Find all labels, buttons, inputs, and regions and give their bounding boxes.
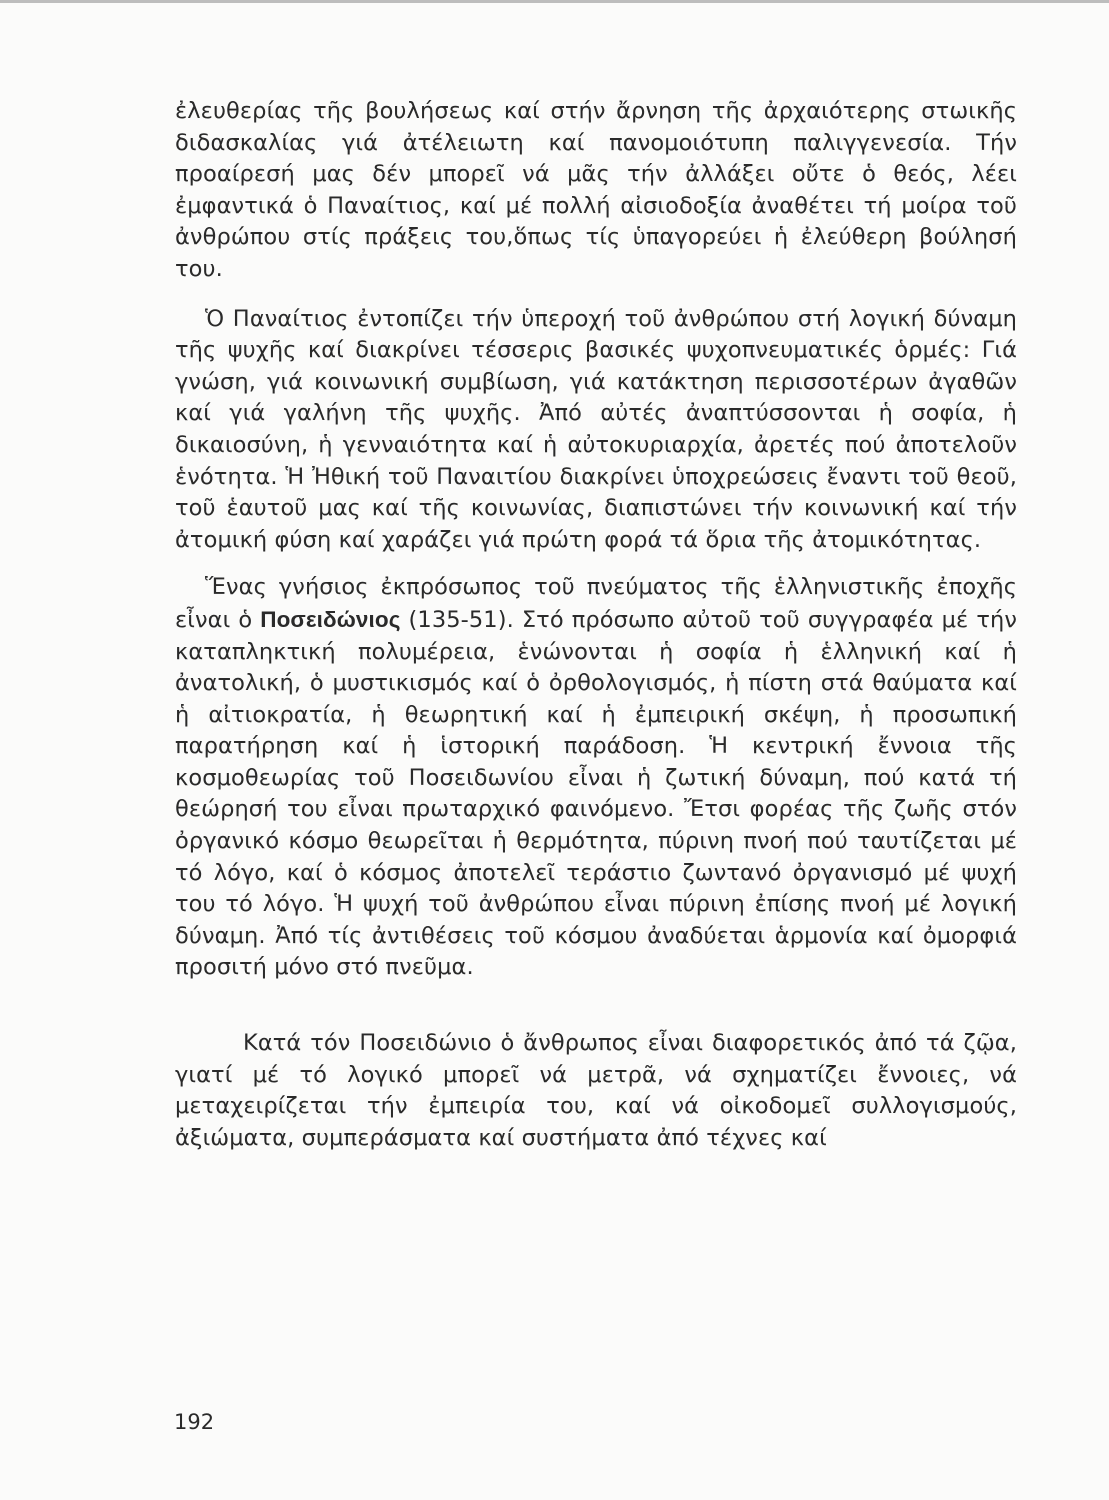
paragraph-4: Κατά τόν Ποσειδώνιο ὁ ἄνθρωπος εἶναι διαφορετικός ἀπό τά ζῷα, γιατί μέ τό λογικό μπορεῖ νά μετρᾶ, νά σχηματίζει ἔννοιες, νά μεταχειρίζεται τήν ἐμπειρία του, καί νά οἰκοδομεῖ συλλογισμούς, ἀξιώματα, συμπεράσματα καί συστήματα ἀπό τέχνες καί bbox=[175, 1030, 1017, 1151]
page-number: 192 bbox=[174, 1410, 215, 1434]
paragraph-1: ἐλευθερίας τῆς βουλήσεως καί στήν ἄρνηση τῆς ἀρχαιότερης στωικῆς διδασκαλίας γιά ἀτέλειωτη καί πανομοιότυπη παλιγγενεσία. Τήν προαίρεσή μας δέν μπορεῖ νά μᾶς τήν ἀλλάξει οὔτε ὁ θεός, λέει ἐμφαντικά ὁ Παναίτιος, καί μέ πολλή αἰσιοδοξία ἀναθέτει τή μοίρα τοῦ ἀνθρώπου στίς πράξεις του,ὅπως τίς ὑπαγορεύει ἡ ἐλεύθερη βούλησή του. bbox=[175, 98, 1017, 282]
scan-top-edge bbox=[0, 0, 1109, 3]
bold-name-poseidonios: Ποσειδώνιος bbox=[260, 606, 401, 632]
paragraph-3-rest: (135-51). Στό πρόσωπο αὐτοῦ τοῦ συγγραφέα μέ τήν καταπληκτική πολυμέρεια, ἑνώνονται ἡ σοφία ἡ ἑλληνική καί ἡ ἀνατολική, ὁ μυστικισμός καί ὁ ὀρθολογισμός, ἡ πίστη στά θαύματα καί ἡ αἰτιοκρατία, ἡ θεωρητική καί ἡ ἐμπειρική σκέψη, ἡ προσωπική παρατήρηση καί ἡ ἱστορική παράδοση. Ἡ κεντρική ἔννοια τῆς κοσμοθεωρίας τοῦ Ποσειδωνίου εἶναι ἡ ζωτική δύναμη, πού κατά τή θεώρησή του εἶναι πρωταρχικό φαινόμενο. Ἔτσι φορέας τῆς ζωῆς στόν ὀργανικό κόσμο θεωρεῖται ἡ θερμότητα, πύρινη πνοή πού ταυτίζεται μέ τό λόγο, καί ὁ κόσμος ἀποτελεῖ τεράστιο ζωντανό ὀργανισμό μέ ψυχή του τό λόγο. Ἡ ψυχή τοῦ ἀνθρώπου εἶναι πύρινη ἐπίσης πνοή μέ λογική δύναμη. Ἀπό τίς ἀντιθέσεις τοῦ κόσμου ἀναδύεται ἁρμονία καί ὀμορφιά προσιτή μόνο στό πνεῦμα. bbox=[175, 606, 1017, 981]
paragraph-2: Ὁ Παναίτιος ἐντοπίζει τήν ὑπεροχή τοῦ ἀνθρώπου στή λογική δύναμη τῆς ψυχῆς καί διακρίνει τέσσερις βασικές ψυχοπνευματικές ὁρμές: Γιά γνώση, γιά κοινωνική συμβίωση, γιά κατάκτηση περισσοτέρων ἀγαθῶν καί γιά γαλήνη τῆς ψυχῆς. Ἀπό αὐτές ἀναπτύσσονται ἡ σοφία, ἡ δικαιοσύνη, ἡ γενναιότητα καί ἡ αὐτοκυριαρχία, ἀρετές πού ἀποτελοῦν ἑνότητα. Ἡ Ἠθική τοῦ Παναιτίου διακρίνει ὑποχρεώσεις ἔναντι τοῦ θεοῦ, τοῦ ἑαυτοῦ μας καί τῆς κοινωνίας, διαπιστώνει τήν κοινωνική καί τήν ἀτομική φύση καί χαράζει γιά πρώτη φορά τά ὅρια τῆς ἀτομικότητας. bbox=[175, 305, 1017, 553]
paragraph-3 bbox=[175, 572, 1017, 984]
paragraph-3-lead: Ἕνας γνήσιος ἐκπρόσωπος τοῦ πνεύματος τῆς ἑλληνιστικῆς ἐποχῆς εἶναι ὁ bbox=[175, 574, 1017, 633]
body-text bbox=[175, 96, 1017, 1154]
